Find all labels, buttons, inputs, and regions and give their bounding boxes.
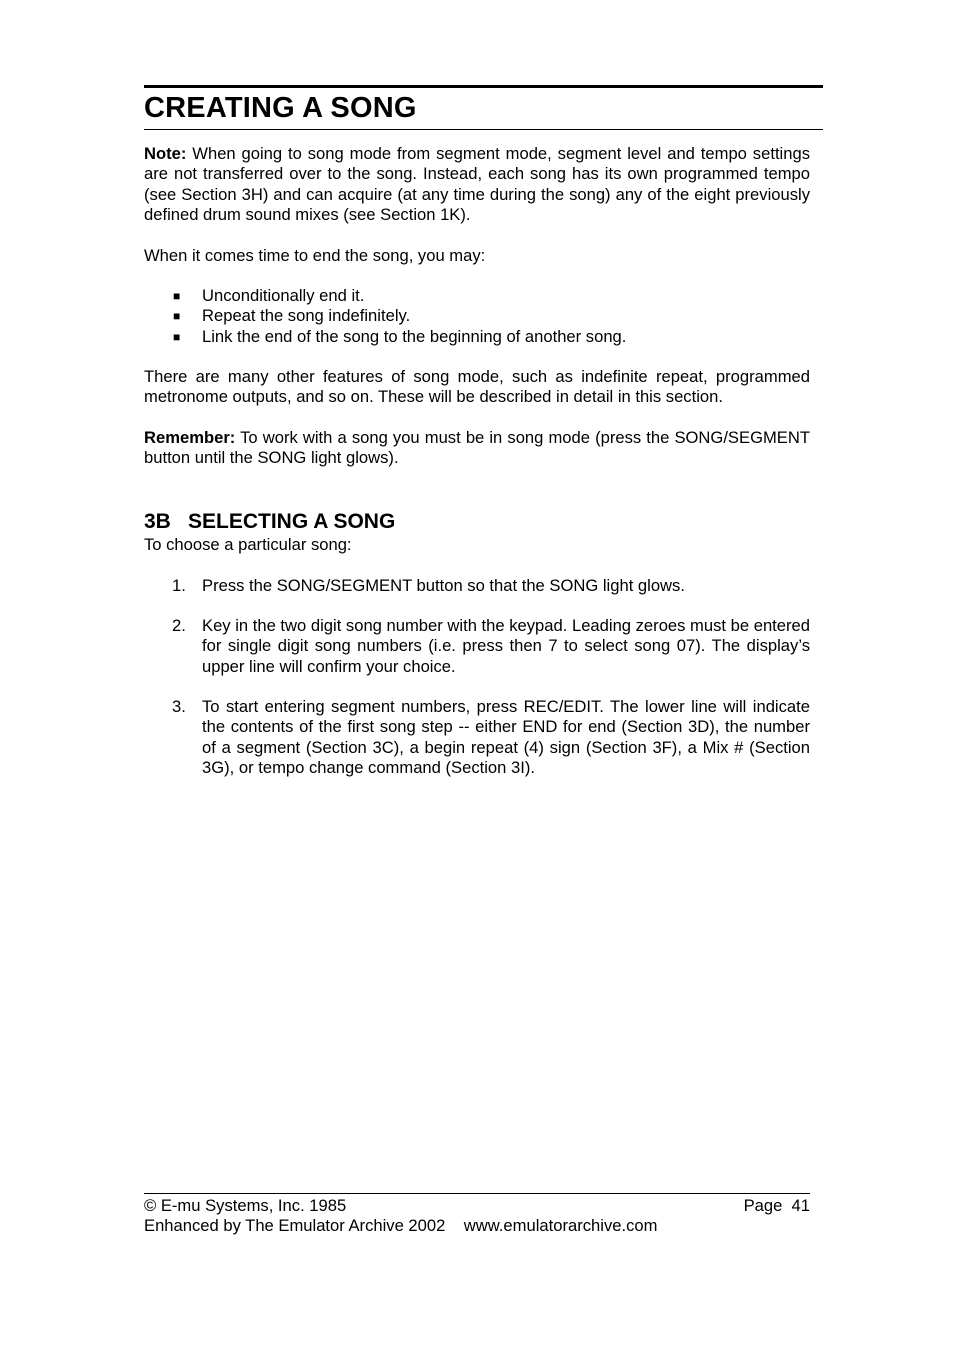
- bullet-icon: ■: [173, 309, 181, 324]
- remember-text: To work with a song you must be in song mode (press the SONG/SEGMENT button until the SONG light glows).: [144, 428, 810, 468]
- features-paragraph: There are many other features of song mode, such as indefinite repeat, programmed metronome outputs, and so on. These will be described in detail in this section.: [144, 367, 810, 407]
- list-item: [144, 616, 810, 677]
- section-title: SELECTING A SONG: [188, 510, 396, 533]
- bullet-icon: ■: [173, 329, 181, 344]
- remember-paragraph: [144, 428, 810, 469]
- footer-copyright: © E-mu Systems, Inc. 1985: [144, 1196, 347, 1215]
- footer-enhanced: Enhanced by The Emulator Archive 2002 www.emulatorarchive.com: [144, 1216, 658, 1235]
- list-item: [144, 576, 810, 596]
- end-intro-paragraph: When it comes time to end the song, you may:: [144, 246, 486, 265]
- note-text: When going to song mode from segment mode, segment level and tempo settings are not transferred over to the song. Instead, each song has its own programmed tempo (see Section 3H) and can acquire (at any time during the song) any of the eight previously defined drum sound mixes (see Section 1K).: [144, 144, 810, 224]
- note-paragraph: [144, 144, 810, 225]
- end-options-list: [144, 286, 810, 347]
- heading-top-rule: [144, 85, 823, 88]
- footer-page-number: Page 41: [743, 1196, 810, 1215]
- step-text: To start entering segment numbers, press REC/EDIT. The lower line will indicate the contents of the first song step -- either END for end (Section 3D), the number of a segment (Section 3C), a begin repeat (4) sign (Section 3F), a Mix # (Section 3G), or tempo change command (Section 3I).: [202, 697, 810, 777]
- list-item: ■ Repeat the song indefinitely.: [173, 306, 411, 326]
- bullet-icon: ■: [173, 289, 181, 303]
- heading-bottom-rule: [144, 129, 823, 130]
- list-item: [144, 697, 810, 778]
- step-number: 1.: [172, 576, 186, 595]
- section-heading: [144, 509, 395, 535]
- step-number: 2.: [172, 616, 186, 635]
- note-label: Note:: [144, 144, 187, 163]
- list-item: ■ Link the end of the song to the beginning of another song.: [173, 326, 627, 346]
- section-intro: To choose a particular song:: [144, 535, 352, 554]
- step-number: 3.: [172, 697, 186, 716]
- step-text: Key in the two digit song number with the keypad. Leading zeroes must be entered for single digit song numbers (i.e. press then 7 to select song 07). The display’s upper line will confirm your choice.: [202, 616, 810, 676]
- section-number: 3B: [144, 510, 171, 533]
- page-heading: CREATING A SONG: [144, 92, 417, 124]
- step-text: Press the SONG/SEGMENT button so that the SONG light glows.: [202, 576, 685, 595]
- list-item: ■ Unconditionally end it.: [173, 286, 365, 305]
- footer-rule: [144, 1193, 810, 1194]
- remember-label: Remember:: [144, 428, 236, 447]
